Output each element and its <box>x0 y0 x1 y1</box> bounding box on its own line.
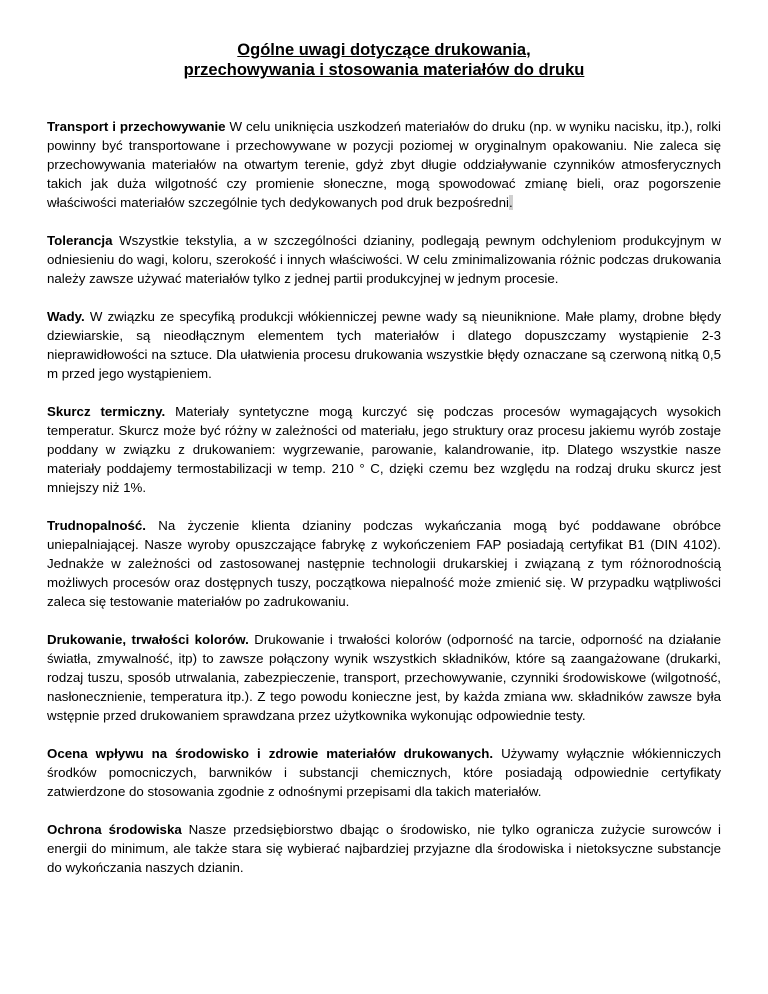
section-ochrona <box>47 820 721 877</box>
section-transport <box>47 117 721 212</box>
title-line-2: przechowywania i stosowania materiałów do druku <box>183 61 585 79</box>
section-tolerancja <box>47 231 721 288</box>
section-drukowanie <box>47 630 721 725</box>
section-ocena <box>47 744 721 801</box>
section-text: Na życzenie klienta dzianiny podczas wykańczania mogą być poddawane obróbce uniepalniającej. Nasze wyroby opuszczające fabrykę z wykończeniem FAP posiadają certyfikat B1 (DIN 4102). Jednakże w zależności od zastosowanej następnie technologii drukarskiej i związaną z tym różnorodnością możliwych procesów oraz dostępnych tuszy, początkowa niepalność może zmienić się. W przypadku wątpliwości zaleca się testowanie materiałów po zadrukowaniu. <box>47 518 721 609</box>
section-heading: Transport i przechowywanie <box>47 119 226 134</box>
section-skurcz <box>47 402 721 497</box>
title-line-1: Ogólne uwagi dotyczące drukowania, <box>237 41 531 59</box>
section-text: Materiały syntetyczne mogą kurczyć się podczas procesów wymagających wysokich temperatur. Skurcz może być różny w zależności od materiału, jego struktury oraz procesu jakiemu wyrób zostaje poddany w związku z drukowaniem: wygrzewanie, parowanie, kalandrowanie, itp. Dlatego wszystkie nasze materiały poddajemy termostabilizacji w temp. 210 ° C, dzięki czemu bez względu na rodzaj druku skurcz jest mniejszy niż 1%. <box>47 404 721 495</box>
document-page <box>47 40 721 896</box>
section-text: Używamy wyłącznie włókienniczych środków pomocniczych, barwników i substancji chemicznych, które posiadają odpowiednie certyfikaty zatwierdzone do stosowania zgodnie z odnośnymi przepisami dla takich materiałów. <box>47 746 721 799</box>
section-trudnopalnosc <box>47 516 721 611</box>
document-title <box>47 40 721 80</box>
section-text: W celu uniknięcia uszkodzeń materiałów do druku (np. w wyniku nacisku, itp.), rolki powinny być transportowane i przechowywane w pozycji poziomej w oryginalnym opakowaniu. Nie zaleca się przechowywania materiałów na otwartym terenie, gdyż zbyt długie oddziaływanie czynników atmosferycznych takich jak duża wilgotność czy promienie słoneczne, mogą spowodować zmianę bieli, oraz pogorszenie właściwości materiałów szczególnie tych dedykowanych pod druk bezpośredni <box>47 119 721 210</box>
section-text: W związku ze specyfiką produkcji włókienniczej pewne wady są nieuniknione. Małe plamy, drobne błędy dziewiarskie, są nieodłącznym elementem tych materiałów i dlatego dopuszczamy wystąpienie 2-3 nieprawidłowości na sztuce. Dla ułatwienia procesu drukowania wszystkie błędy oznaczane są czerwoną nitką 0,5 m przed jego wystąpieniem. <box>47 309 721 381</box>
section-text: Drukowanie i trwałości kolorów (odporność na tarcie, odporność na działanie światła, zmywalność, itp) to zawsze połączony wynik wszystkich składników, które są zaangażowane (drukarki, rodzaj tuszu, sposób utrwalania, zabezpieczenie, transport, przechowywanie, czynniki środowiskowe (wilgotność, nasłonecznienie, temperatura itp.). Z tego powodu konieczne jest, by każda zmiana ww. składników zawsze była wstępnie przed drukowaniem sprawdzana przez użytkownika wykonując odpowiednie testy. <box>47 632 721 723</box>
section-heading: Tolerancja <box>47 233 113 248</box>
section-text: Nasze przedsiębiorstwo dbając o środowisko, nie tylko ogranicza zużycie surowców i energii do minimum, ale także stara się wybierać najbardziej przyjazne dla środowiska i nietoksyczne substancje do wykończania naszych dzianin. <box>47 822 721 875</box>
section-heading: Skurcz termiczny. <box>47 404 166 419</box>
section-heading: Drukowanie, trwałości kolorów. <box>47 632 249 647</box>
section-end-mark: . <box>508 195 513 210</box>
section-heading: Ochrona środowiska <box>47 822 182 837</box>
section-wady <box>47 307 721 383</box>
section-heading: Trudnopalność. <box>47 518 146 533</box>
section-heading: Wady. <box>47 309 85 324</box>
section-text: Wszystkie tekstylia, a w szczególności dzianiny, podlegają pewnym odchyleniom produkcyjnym w odniesieniu do wagi, koloru, szerokość i innych właściwości. W celu zminimalizowania różnic podczas drukowania należy zawsze używać materiałów tylko z jednej partii produkcyjnej w jednym procesie. <box>47 233 721 286</box>
section-heading: Ocena wpływu na środowisko i zdrowie materiałów drukowanych. <box>47 746 494 761</box>
